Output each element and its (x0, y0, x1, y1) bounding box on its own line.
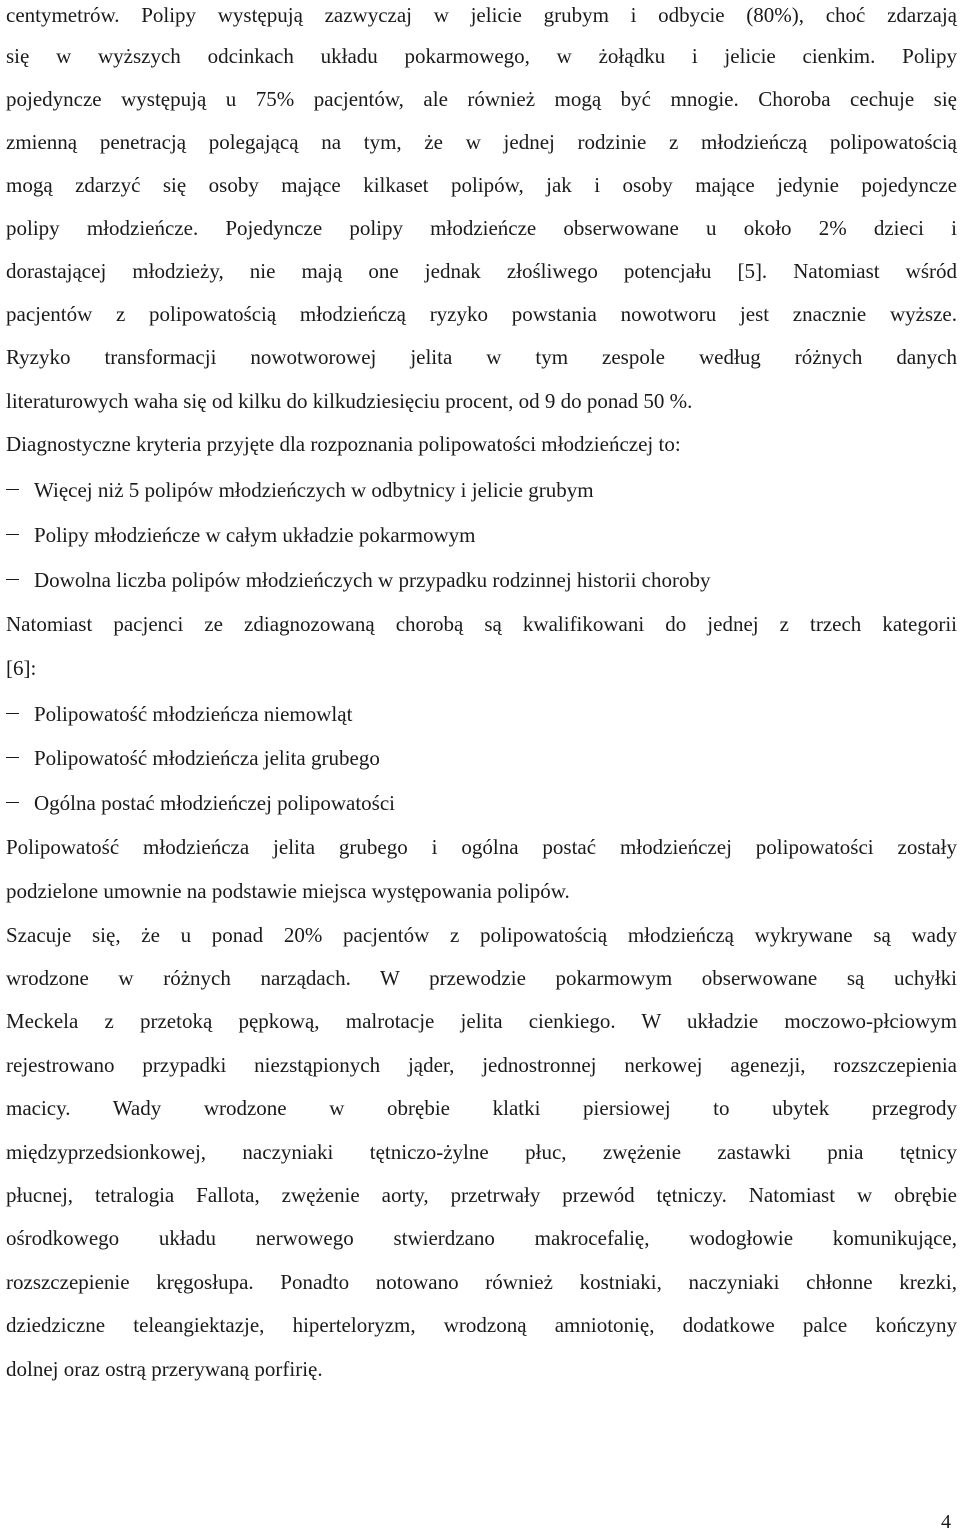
criteria-list-item (6, 565, 957, 595)
text-line: Natomiast pacjenci ze zdiagnozowaną chorobą są kwalifikowani do jednej z trzech kategorii (6, 612, 957, 636)
list-item-text: Dowolna liczba polipów młodzieńczych w przypadku rodzinnej historii choroby (34, 568, 711, 592)
list-item-text: Ogólna postać młodzieńczej polipowatości (34, 791, 395, 815)
text-line: dolnej oraz ostrą przerywaną porfirię. (6, 1357, 323, 1381)
text-line: polipy młodzieńcze. Pojedyncze polipy młodzieńcze obserwowane u około 2% dzieci i (6, 216, 957, 240)
dash-bullet-icon (6, 757, 19, 758)
category-list-item (6, 699, 957, 729)
criteria-list-item (6, 520, 957, 550)
list-item-text: Polipy młodzieńcze w całym układzie pokarmowym (34, 523, 476, 547)
dash-bullet-icon (6, 579, 19, 580)
text-line: Polipowatość młodzieńcza jelita grubego i ogólna postać młodzieńczej polipowatości zostały (6, 835, 957, 859)
category-list-item (6, 743, 957, 773)
list-item-text: Polipowatość młodzieńcza jelita grubego (34, 746, 380, 770)
text-line: pacjentów z polipowatością młodzieńczą ryzyko powstania nowotworu jest znacznie wyższe. (6, 302, 957, 326)
text-line: zmienną penetracją polegającą na tym, że w jednej rodzinie z młodzieńczą polipowatością (6, 130, 957, 154)
text-line: rejestrowano przypadki niezstąpionych jąder, jednostronnej nerkowej agenezji, rozszczepienia (6, 1053, 957, 1077)
dash-bullet-icon (6, 713, 19, 714)
list-item-text: Więcej niż 5 polipów młodzieńczych w odbytnicy i jelicie grubym (34, 478, 594, 502)
text-line: pojedyncze występują u 75% pacjentów, ale również mogą być mnogie. Choroba cechuje się (6, 87, 957, 111)
text-line: dorastającej młodzieży, nie mają one jednak złośliwego potencjału [5]. Natomiast wśród (6, 259, 957, 283)
text-line: centymetrów. Polipy występują zazwyczaj w jelicie grubym i odbycie (80%), choć zdarzają (6, 3, 957, 27)
text-line: literaturowych waha się od kilku do kilkudziesięciu procent, od 9 do ponad 50 %. (6, 389, 693, 413)
text-line: mogą zdarzyć się osoby mające kilkaset polipów, jak i osoby mające jedynie pojedyncze (6, 173, 957, 197)
text-line: dziedziczne teleangiektazje, hiperteloryzm, wrodzoną amniotonię, dodatkowe palce kończyny (6, 1313, 957, 1337)
text-line: macicy. Wady wrodzone w obrębie klatki piersiowej to ubytek przegrody (6, 1096, 957, 1120)
text-line: [6]: (6, 656, 37, 680)
text-line: się w wyższych odcinkach układu pokarmowego, w żołądku i jelicie cienkim. Polipy (6, 44, 957, 68)
text-line: Diagnostyczne kryteria przyjęte dla rozpoznania polipowatości młodzieńczej to: (6, 432, 681, 456)
dash-bullet-icon (6, 534, 19, 535)
text-line: ośrodkowego układu nerwowego stwierdzano makrocefalię, wodogłowie komunikujące, (6, 1226, 957, 1250)
text-line: płucnej, tetralogia Fallota, zwężenie aorty, przetrwały przewód tętniczy. Natomiast w obrębie (6, 1183, 957, 1207)
criteria-list-item (6, 475, 957, 505)
text-line: Meckela z przetoką pępkową, malrotacje jelita cienkiego. W układzie moczowo-płciowym (6, 1009, 957, 1033)
text-line: rozszczepienie kręgosłupa. Ponadto notowano również kostniaki, naczyniaki chłonne krezki, (6, 1270, 957, 1294)
list-item-text: Polipowatość młodzieńcza niemowląt (34, 702, 353, 726)
dash-bullet-icon (6, 489, 19, 490)
text-line: międzyprzedsionkowej, naczyniaki tętniczo-żylne płuc, zwężenie zastawki pnia tętnicy (6, 1140, 957, 1164)
text-line: Szacuje się, że u ponad 20% pacjentów z polipowatością młodzieńczą wykrywane są wady (6, 923, 957, 947)
dash-bullet-icon (6, 802, 19, 803)
text-line: wrodzone w różnych narządach. W przewodzie pokarmowym obserwowane są uchyłki (6, 966, 957, 990)
page-number: 4 (941, 1511, 951, 1533)
text-line: podzielone umownie na podstawie miejsca występowania polipów. (6, 879, 570, 903)
category-list-item (6, 788, 957, 818)
text-line: Ryzyko transformacji nowotworowej jelita w tym zespole według różnych danych (6, 345, 957, 369)
